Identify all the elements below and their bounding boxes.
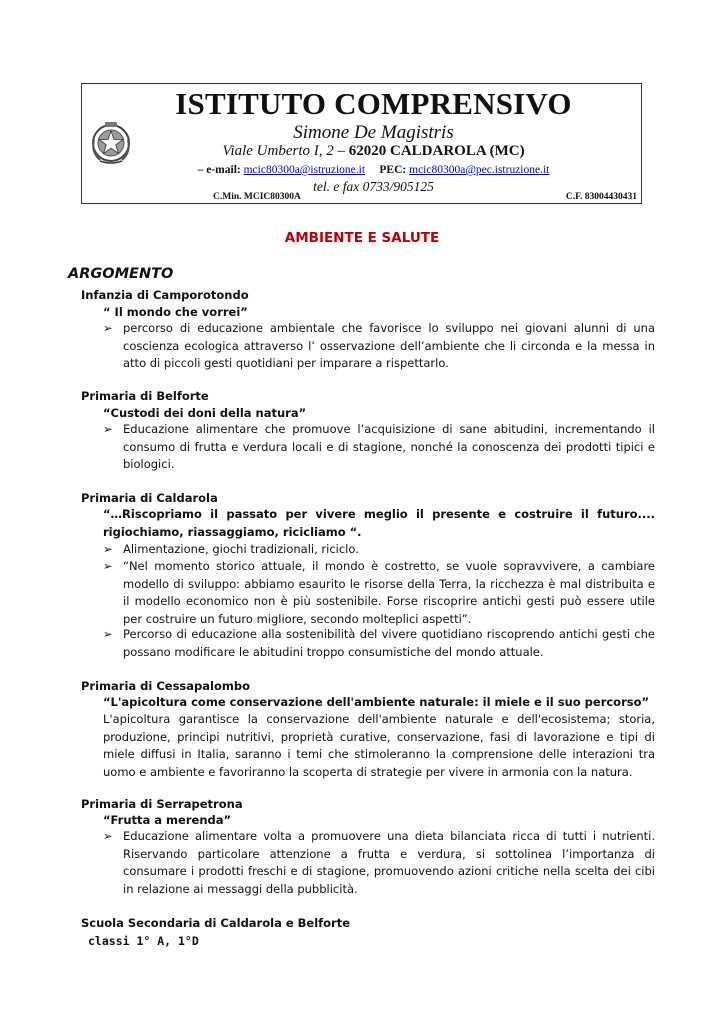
- institute-email-line: [82, 164, 643, 176]
- bullet-text: “Nel momento storico attuale, il mondo è costretto, se vuole sopravvivere, a cambiare modello di sviluppo: abbiamo esaurito le risorse della Terra, la ricchezza è mal distribuita e il modello economico non è più sostenibile. Forse riscoprire antichi gesti può essere utile per costruire un futuro migliore, secondo molteplici aspetti”.: [123, 559, 655, 626]
- school-title: Primaria di Belforte: [81, 389, 209, 403]
- project-theme: “…Riscopriamo il passato per vivere meglio il presente e costruire il futuro.... rigiochiamo, riassaggiamo, ricicliamo “.: [103, 507, 655, 539]
- bullet-text: Alimentazione, giochi tradizionali, riciclo.: [123, 542, 359, 556]
- bullet-text: Educazione alimentare che promuove l’acquisizione di sane abitudini, incrementando il consumo di frutta e verdura locali e di stagione, nonché la conoscenza dei prodotti tipici e biologici.: [123, 422, 655, 471]
- school-title: Infanzia di Camporotondo: [81, 288, 249, 302]
- bullet-item: [103, 320, 655, 373]
- arrow-bullet-icon: ➢: [103, 829, 113, 843]
- letterhead: [81, 83, 642, 204]
- arrow-bullet-icon: ➢: [103, 559, 113, 573]
- project-theme: “ Il mondo che vorrei”: [103, 305, 248, 319]
- email-link[interactable]: mcic80300a@istruzione.it: [243, 164, 366, 176]
- project-theme: “L'apicoltura come conservazione dell'ambiente naturale: il miele e il suo percorso”: [103, 695, 650, 709]
- arrow-bullet-icon: ➢: [103, 422, 113, 436]
- classes-label: classi 1° A, 1°D: [88, 934, 199, 948]
- bullet-item: [103, 421, 655, 474]
- project-description: L'apicoltura garantisce la conservazione dell'ambiente naturale e dell'ecosistema; storia, produzione, principi nutritivi, proprietà curative, conservazione, fasi di lavorazione e tipi di miele diffusi in Italia, saranno i temi che stimoleranno la comprensione delle interazioni tra uomo e ambiente e favoriranno la scoperta di strategie per vivere in armonia con la natura.: [103, 712, 655, 779]
- school-title: Primaria di Caldarola: [81, 491, 218, 505]
- bullet-item: [103, 558, 655, 628]
- project-theme: “Custodi dei doni della natura”: [103, 406, 307, 420]
- address-city: 62020 CALDAROLA (MC): [348, 143, 525, 159]
- bullet-text: percorso di educazione ambientale che favorisce lo sviluppo nei giovani alunni di una coscienza ecologica attraverso l’ osservazione dell’ambiente che li circonda e la messa in atto di piccoli gesti quotidiani per imparare a rispettarlo.: [123, 321, 655, 370]
- pec-label: PEC:: [379, 164, 407, 176]
- project-theme: “Frutta a merenda”: [103, 813, 232, 827]
- bullet-text: Educazione alimentare volta a promuovere una dieta bilanciata ricca di tutti i nutrienti. Riservando particolare attenzione a frutta e verdura, si sottolinea l’importanza di consumare i prodotti freschi e di stagione, promuovendo azioni critiche nella scelta dei cibi in relazione ai messaggi della pubblicità.: [123, 829, 655, 896]
- bullet-item: [103, 828, 655, 898]
- document-title: AMBIENTE E SALUTE: [284, 230, 440, 246]
- email-label: – e-mail:: [197, 164, 241, 176]
- arrow-bullet-icon: ➢: [103, 542, 113, 556]
- ministry-code: C.Min. MCIC80300A: [213, 192, 301, 202]
- address-street: Viale Umberto I, 2 –: [222, 143, 346, 159]
- institute-address: [82, 143, 643, 160]
- school-title: Primaria di Serrapetrona: [81, 797, 243, 811]
- pec-link[interactable]: mcic80300a@pec.istruzione.it: [409, 164, 550, 176]
- section-heading: ARGOMENTO: [68, 266, 174, 282]
- arrow-bullet-icon: ➢: [103, 627, 113, 641]
- institute-name: Simone De Magistris: [293, 122, 454, 143]
- school-title: Primaria di Cessapalombo: [81, 679, 250, 693]
- bullet-item: [103, 541, 655, 559]
- institute-title: ISTITUTO COMPRENSIVO: [175, 86, 572, 121]
- arrow-bullet-icon: ➢: [103, 321, 113, 335]
- institute-phone: tel. e fax 0733/905125: [313, 179, 434, 194]
- fiscal-code: C.F. 83004430431: [565, 192, 637, 202]
- bullet-item: [103, 626, 655, 661]
- school-title: Scuola Secondaria di Caldarola e Belforte: [81, 916, 351, 930]
- bullet-text: Percorso di educazione alla sostenibilità del vivere quotidiano riscoprendo antichi gesti che possano modificare le abitudini troppo consumistiche del mondo attuale.: [123, 627, 655, 659]
